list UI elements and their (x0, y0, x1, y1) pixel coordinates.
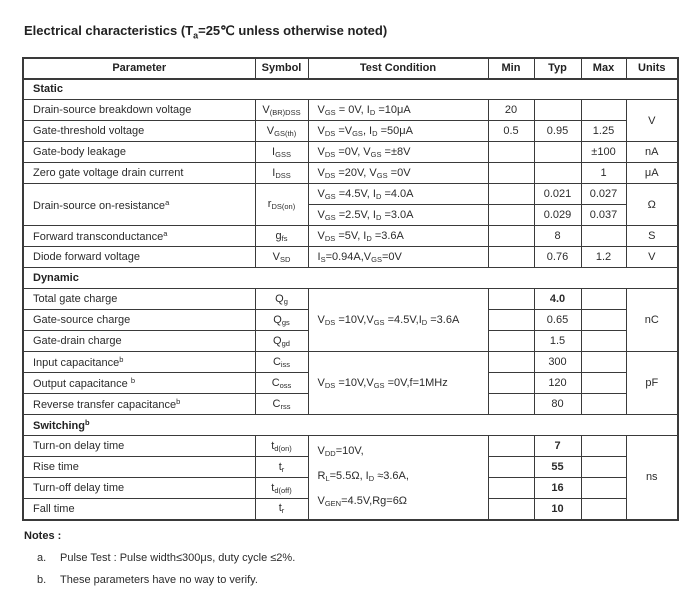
section-row (23, 268, 678, 289)
min-cell (488, 184, 534, 205)
min-cell (488, 247, 534, 268)
table-row (23, 121, 678, 142)
test-condition-cell: $V_{DD}=10V$, $R_L=5.5\Omega$, $I_D \approx 3.6A$, $V_{GEN}=4.5V,Rg=6\Omega$ (308, 436, 488, 520)
parameter-cell: Output capacitance $^b$ (23, 373, 255, 394)
parameter-cell: Gate-threshold voltage (23, 121, 255, 142)
units-cell: Ω (626, 184, 678, 226)
parameter-cell: Gate-drain charge (23, 331, 255, 352)
table-header-cell: Units (626, 58, 678, 79)
parameter-cell: Input capacitance$^b$ (23, 352, 255, 373)
notes-section (24, 530, 699, 586)
table-row (23, 226, 678, 247)
table-header-cell: Min (488, 58, 534, 79)
min-cell: 20 (488, 100, 534, 121)
max-cell (581, 436, 626, 457)
typ-cell: 0.029 (534, 205, 581, 226)
typ-cell (534, 100, 581, 121)
min-cell (488, 373, 534, 394)
units-cell: V (626, 100, 678, 142)
electrical-characteristics-table (22, 57, 679, 521)
max-cell: 0.037 (581, 205, 626, 226)
typ-cell: 55 (534, 457, 581, 478)
min-cell (488, 436, 534, 457)
max-cell: 0.027 (581, 184, 626, 205)
max-cell (581, 457, 626, 478)
symbol-cell: $V_{(BR)DSS}$ (255, 100, 308, 121)
parameter-cell: Zero gate voltage drain current (23, 163, 255, 184)
min-cell (488, 457, 534, 478)
parameter-cell: Gate-body leakage (23, 142, 255, 163)
symbol-cell: $g_{fs}$ (255, 226, 308, 247)
typ-cell: 0.95 (534, 121, 581, 142)
symbol-cell: $I_{GSS}$ (255, 142, 308, 163)
parameter-cell: Drain-source breakdown voltage (23, 100, 255, 121)
test-condition-cell: $V_{DS} =5V$, $I_D =3.6A$ (308, 226, 488, 247)
max-cell: 1.25 (581, 121, 626, 142)
typ-cell: 120 (534, 373, 581, 394)
typ-cell: 300 (534, 352, 581, 373)
min-cell (488, 163, 534, 184)
table-row (23, 352, 678, 373)
test-condition-cell: $V_{DS} =20V$, $V_{GS} =0V$ (308, 163, 488, 184)
typ-cell: 0.65 (534, 310, 581, 331)
min-cell (488, 205, 534, 226)
min-cell (488, 226, 534, 247)
table-header-cell: Test Condition (308, 58, 488, 79)
typ-cell: 10 (534, 499, 581, 520)
table-head (23, 58, 678, 79)
table-header-cell: Max (581, 58, 626, 79)
symbol-cell: $Q_g$ (255, 289, 308, 310)
symbol-cell: $r_{DS(on)}$ (255, 184, 308, 226)
table-row (23, 100, 678, 121)
symbol-cell: $t_r$ (255, 499, 308, 520)
section-row (23, 415, 678, 436)
typ-cell: 0.021 (534, 184, 581, 205)
test-condition-cell: $V_{DS} =V_{GS}$, $I_D =50\mu A$ (308, 121, 488, 142)
symbol-cell: $t_{d(on)}$ (255, 436, 308, 457)
table-body (23, 79, 678, 520)
table-row (23, 163, 678, 184)
max-cell (581, 478, 626, 499)
table-row (23, 436, 678, 457)
max-cell: ±100 (581, 142, 626, 163)
symbol-cell: $Q_{gd}$ (255, 331, 308, 352)
units-cell: nA (626, 142, 678, 163)
table-row (23, 142, 678, 163)
symbol-cell: $I_{DSS}$ (255, 163, 308, 184)
note-label: a. (37, 551, 47, 564)
typ-cell: 4.0 (534, 289, 581, 310)
min-cell (488, 394, 534, 415)
units-cell: μA (626, 163, 678, 184)
table-row (23, 184, 678, 205)
min-cell: 0.5 (488, 121, 534, 142)
max-cell: 1 (581, 163, 626, 184)
table-header-row (23, 58, 678, 79)
test-condition-cell: $V_{GS} = 0V$, $I_D =10\mu A$ (308, 100, 488, 121)
parameter-cell: Reverse transfer capacitance$^b$ (23, 394, 255, 415)
section-row (23, 79, 678, 100)
max-cell: 1.2 (581, 247, 626, 268)
test-condition-cell: $V_{DS} =10V,V_{GS} =0V,f=1MHz$ (308, 352, 488, 415)
symbol-cell: $Q_{gs}$ (255, 310, 308, 331)
min-cell (488, 499, 534, 520)
notes-heading: Notes : (24, 529, 62, 542)
section-header-cell: Dynamic (23, 268, 678, 289)
max-cell (581, 394, 626, 415)
typ-cell: 16 (534, 478, 581, 499)
min-cell (488, 310, 534, 331)
typ-cell: 0.76 (534, 247, 581, 268)
test-condition-cell: $V_{GS} =2.5V$, $I_D =3.0A$ (308, 205, 488, 226)
max-cell (581, 289, 626, 310)
parameter-cell: Diode forward voltage (23, 247, 255, 268)
typ-cell: 80 (534, 394, 581, 415)
typ-cell (534, 163, 581, 184)
symbol-cell: $V_{GS(th)}$ (255, 121, 308, 142)
symbol-cell: $C_{iss}$ (255, 352, 308, 373)
parameter-cell: Drain-source on-resistance$^a$ (23, 184, 255, 226)
section-header-cell: Switching$^b$ (23, 415, 678, 436)
test-condition-cell: $V_{DS} =10V,V_{GS} =4.5V,I_D =3.6A$ (308, 289, 488, 352)
min-cell (488, 289, 534, 310)
min-cell (488, 331, 534, 352)
table-header-cell: Parameter (23, 58, 255, 79)
table-row (23, 289, 678, 310)
min-cell (488, 352, 534, 373)
symbol-cell: $C_{rss}$ (255, 394, 308, 415)
parameter-cell: Forward transconductance$^a$ (23, 226, 255, 247)
typ-cell: 7 (534, 436, 581, 457)
note-item (24, 574, 699, 586)
max-cell (581, 499, 626, 520)
test-condition-cell: $V_{GS} =4.5V$, $I_D =4.0A$ (308, 184, 488, 205)
page-title: Electrical characteristics ($T_a=25℃$ unless otherwise noted) (24, 23, 388, 41)
parameter-cell: Rise time (23, 457, 255, 478)
symbol-cell: $C_{oss}$ (255, 373, 308, 394)
table-header-cell: Symbol (255, 58, 308, 79)
symbol-cell: $V_{SD}$ (255, 247, 308, 268)
parameter-cell: Turn-off delay time (23, 478, 255, 499)
min-cell (488, 142, 534, 163)
units-cell: S (626, 226, 678, 247)
symbol-cell: $t_{d(off)}$ (255, 478, 308, 499)
units-cell: pF (626, 352, 678, 415)
note-label: b. (37, 573, 47, 586)
parameter-cell: Total gate charge (23, 289, 255, 310)
note-text: Pulse Test : Pulse width≤300μs, duty cycle ≤2%. (60, 551, 296, 564)
parameter-cell: Fall time (23, 499, 255, 520)
max-cell (581, 310, 626, 331)
test-condition-cell: $I_S=0.94A,V_{GS}=0V$ (308, 247, 488, 268)
table-row (23, 247, 678, 268)
parameter-cell: Gate-source charge (23, 310, 255, 331)
note-text: These parameters have no way to verify. (60, 573, 258, 586)
max-cell (581, 331, 626, 352)
max-cell (581, 226, 626, 247)
min-cell (488, 478, 534, 499)
section-header-cell: Static (23, 79, 678, 100)
test-condition-cell: $V_{DS} =0V$, $V_{GS} =\pm 8V$ (308, 142, 488, 163)
units-cell: ns (626, 436, 678, 520)
units-cell: V (626, 247, 678, 268)
typ-cell: 8 (534, 226, 581, 247)
typ-cell: 1.5 (534, 331, 581, 352)
parameter-cell: Turn-on delay time (23, 436, 255, 457)
units-cell: nC (626, 289, 678, 352)
max-cell (581, 373, 626, 394)
note-item (24, 552, 699, 564)
typ-cell (534, 142, 581, 163)
max-cell (581, 100, 626, 121)
max-cell (581, 352, 626, 373)
symbol-cell: $t_r$ (255, 457, 308, 478)
table-header-cell: Typ (534, 58, 581, 79)
